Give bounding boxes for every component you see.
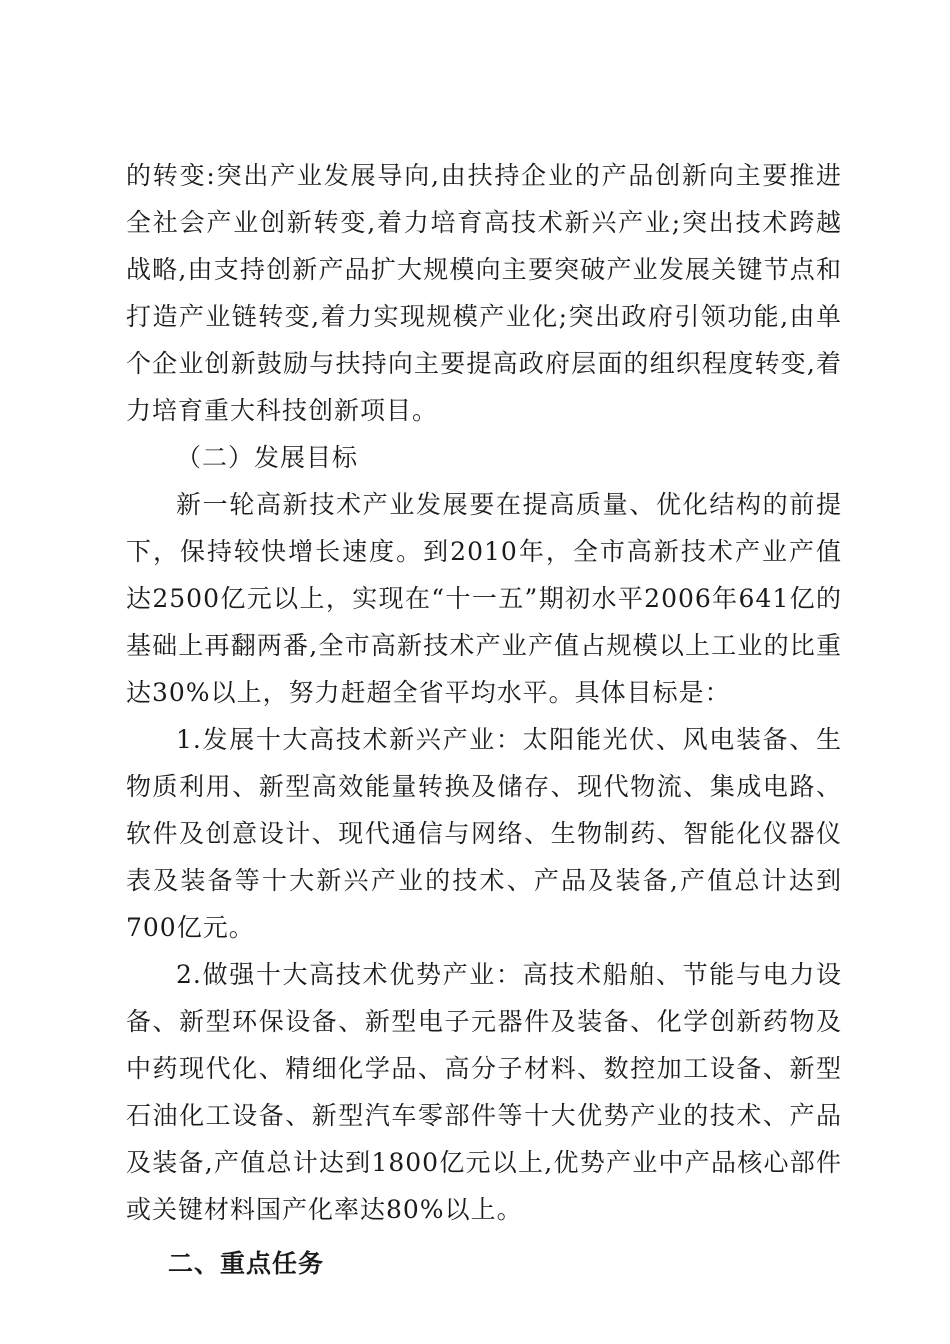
- goal-item-2: 2.做强十大高技术优势产业：高技术船舶、节能与电力设备、新型环保设备、新型电子元器件及装备、化学创新药物及中药现代化、精细化学品、高分子材料、数控加工设备、新型石油化工设备、新型汽车零部件等十大优势产业的技术、产品及装备,产值总计达到1800亿元以上,优势产业中产品核心部件或关键材料国产化率达80%以上。: [126, 960, 842, 1224]
- goal-item-1: 1.发展十大高技术新兴产业：太阳能光伏、风电装备、生物质利用、新型高效能量转换及储存、现代物流、集成电路、软件及创意设计、现代通信与网络、生物制药、智能化仪器仪表及装备等十大新兴产业的技术、产品及装备,产值总计达到700亿元。: [126, 725, 842, 942]
- intro-paragraph: 的转变:突出产业发展导向,由扶持企业的产品创新向主要推进全社会产业创新转变,着力培育高技术新兴产业;突出技术跨越战略,由支持创新产品扩大规模向主要突破产业发展关键节点和打造产业链转变,着力实现规模产业化;突出政府引领功能,由单个企业创新鼓励与扶持向主要提高政府层面的组织程度转变,着力培育重大科技创新项目。: [126, 161, 842, 425]
- section-heading-key-tasks: 二、重点任务: [168, 1249, 325, 1278]
- section-title-development-goals: （二）发展目标: [176, 443, 359, 472]
- document-page: [126, 152, 842, 1295]
- goal-paragraph: 新一轮高新技术产业发展要在提高质量、优化结构的前提下，保持较快增长速度。到2010年，全市高新技术产业产值达2500亿元以上，实现在“十一五”期初水平2006年641亿的基础上再翻两番,全市高新技术产业产值占规模以上工业的比重达30%以上，努力赶超全省平均水平。具体目标是：: [126, 490, 842, 707]
